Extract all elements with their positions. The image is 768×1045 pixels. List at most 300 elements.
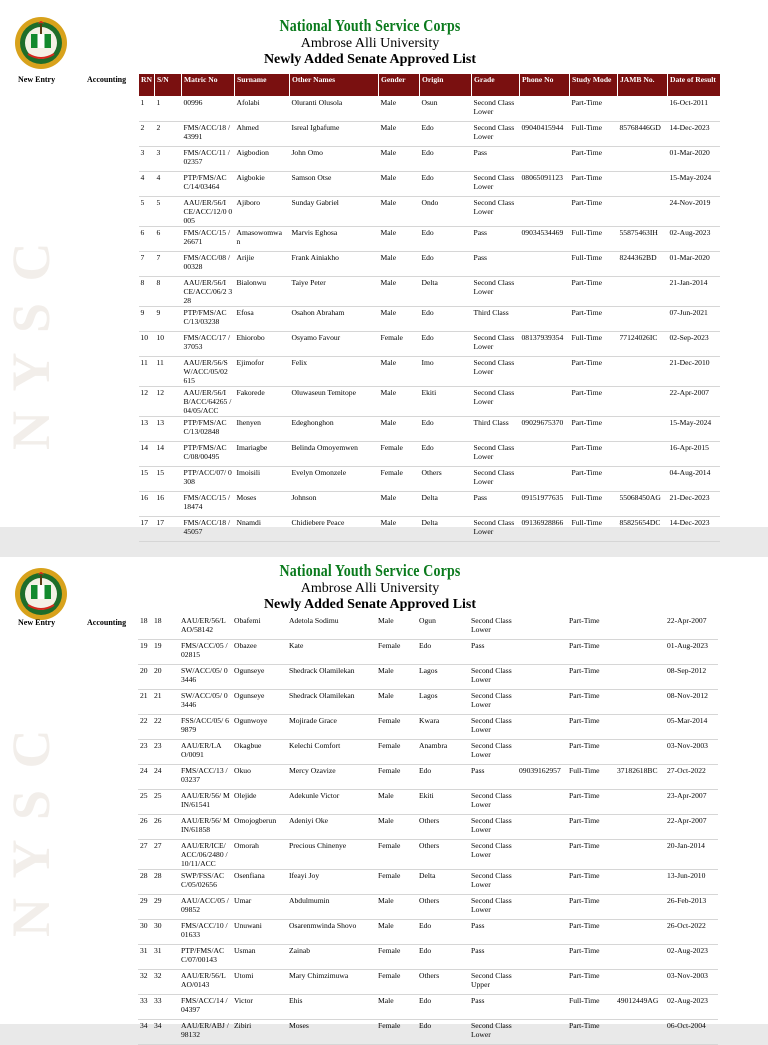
table-row bbox=[139, 417, 721, 442]
table-cell: Female bbox=[376, 970, 417, 995]
table-cell: 07-Jun-2021 bbox=[667, 307, 720, 332]
table-cell: 3 bbox=[139, 147, 155, 172]
table-cell: PTP/FMS/AC C/08/00495 bbox=[181, 442, 234, 467]
table-cell: Male bbox=[376, 790, 417, 815]
table-cell: 01-Mar-2020 bbox=[667, 147, 720, 172]
table-cell: 04-Aug-2014 bbox=[667, 467, 720, 492]
table-cell: 4 bbox=[139, 172, 155, 197]
table-cell: 20-Jan-2014 bbox=[665, 840, 718, 870]
table-row bbox=[138, 1020, 718, 1045]
table-cell: Afolabi bbox=[234, 97, 289, 122]
department-label: Accounting bbox=[87, 618, 127, 627]
table-cell bbox=[617, 197, 667, 227]
table-cell: Part-Time bbox=[569, 97, 617, 122]
table-cell: Full-Time bbox=[567, 995, 615, 1020]
table-cell: 4 bbox=[154, 172, 181, 197]
table-cell: Pass bbox=[469, 640, 517, 665]
table-cell bbox=[615, 1020, 665, 1045]
table-cell bbox=[517, 970, 567, 995]
table-cell: 24-Nov-2019 bbox=[667, 197, 720, 227]
table-cell: 49012449AG bbox=[615, 995, 665, 1020]
table-cell: 12 bbox=[154, 387, 181, 417]
table-cell: Part-Time bbox=[567, 1020, 615, 1045]
table-cell: 06-Oct-2004 bbox=[665, 1020, 718, 1045]
table-cell: Zainab bbox=[287, 945, 376, 970]
table-cell: Full-Time bbox=[569, 517, 617, 542]
watermark-text: N Y S C bbox=[1, 238, 61, 450]
table-cell: AAU/ER/56/I B/ACC/64265 /04/05/ACC bbox=[181, 387, 234, 417]
table-cell: Pass bbox=[471, 252, 519, 277]
table-cell: 02-Sep-2023 bbox=[667, 332, 720, 357]
table-cell bbox=[519, 307, 569, 332]
table-cell: Second Class Lower bbox=[469, 715, 517, 740]
table-cell: Male bbox=[376, 665, 417, 690]
table-row bbox=[138, 970, 718, 995]
table-cell: 14 bbox=[139, 442, 155, 467]
document-page-2 bbox=[0, 557, 768, 1039]
table-cell bbox=[615, 640, 665, 665]
table-row bbox=[138, 740, 718, 765]
table-cell: 32 bbox=[138, 970, 152, 995]
table-cell: 1 bbox=[139, 97, 155, 122]
table-cell: Male bbox=[376, 995, 417, 1020]
table-cell: FMS/ACC/08 /00328 bbox=[181, 252, 234, 277]
table-cell: Shedrack Olamilekan bbox=[287, 690, 376, 715]
table-cell: Bialonwu bbox=[234, 277, 289, 307]
table-cell: Male bbox=[378, 252, 419, 277]
table-cell: Arijie bbox=[234, 252, 289, 277]
table-cell: FMS/ACC/11 /02357 bbox=[181, 147, 234, 172]
column-header: Matric No bbox=[181, 74, 234, 97]
table-cell: FMS/ACC/18 /43991 bbox=[181, 122, 234, 147]
column-header: Other Names bbox=[289, 74, 378, 97]
table-cell: Edo bbox=[419, 307, 471, 332]
table-cell: Full-Time bbox=[567, 765, 615, 790]
table-cell: Male bbox=[378, 147, 419, 172]
table-cell bbox=[617, 357, 667, 387]
table-cell: 8 bbox=[139, 277, 155, 307]
table-cell bbox=[519, 147, 569, 172]
table-cell: AAU/ER/56/ MIN/61541 bbox=[179, 790, 232, 815]
table-cell: 09029675370 bbox=[519, 417, 569, 442]
table-cell: Samson Otse bbox=[289, 172, 378, 197]
table-row bbox=[138, 920, 718, 945]
table-cell: Second Class Lower bbox=[469, 895, 517, 920]
table-cell: Third Class bbox=[471, 417, 519, 442]
table-row bbox=[138, 715, 718, 740]
table-cell: 8244362BD bbox=[617, 252, 667, 277]
column-header: Date of Result bbox=[667, 74, 720, 97]
table-cell: Part-Time bbox=[569, 147, 617, 172]
table-cell bbox=[615, 715, 665, 740]
table-cell: Mercy Ozavize bbox=[287, 765, 376, 790]
table-cell: AAU/ER/56/I CE/ACC/06/2 328 bbox=[181, 277, 234, 307]
table-cell: 09034534469 bbox=[519, 227, 569, 252]
table-cell: Part-Time bbox=[567, 615, 615, 640]
table-row bbox=[139, 467, 721, 492]
table-cell: 03-Nov-2003 bbox=[665, 740, 718, 765]
table-cell: Male bbox=[376, 920, 417, 945]
table-cell: Edo bbox=[417, 920, 469, 945]
table-cell: Male bbox=[378, 197, 419, 227]
table-cell: Mary Chimzimuwa bbox=[287, 970, 376, 995]
table-cell: PTP/ACC/07/ 0308 bbox=[181, 467, 234, 492]
table-cell: 26-Feb-2013 bbox=[665, 895, 718, 920]
table-cell: 21 bbox=[138, 690, 152, 715]
table-cell: 26-Oct-2022 bbox=[665, 920, 718, 945]
table-cell bbox=[615, 870, 665, 895]
table-cell: Female bbox=[376, 945, 417, 970]
table-cell: Male bbox=[378, 357, 419, 387]
table-cell bbox=[519, 197, 569, 227]
column-header: RN bbox=[139, 74, 155, 97]
table-cell: Part-Time bbox=[567, 870, 615, 895]
table-cell: Second Class Lower bbox=[469, 840, 517, 870]
table-cell: 6 bbox=[139, 227, 155, 252]
table-cell: Usman bbox=[232, 945, 287, 970]
table-cell bbox=[517, 840, 567, 870]
table-cell: 24 bbox=[152, 765, 179, 790]
table-cell: Edo bbox=[419, 147, 471, 172]
table-cell: 20 bbox=[138, 665, 152, 690]
table-cell: Part-Time bbox=[567, 690, 615, 715]
table-cell bbox=[617, 442, 667, 467]
table-cell: Pass bbox=[469, 920, 517, 945]
table-cell: Part-Time bbox=[567, 945, 615, 970]
table-cell: Sunday Gabriel bbox=[289, 197, 378, 227]
table-cell: 55875463IH bbox=[617, 227, 667, 252]
table-cell: Omojogberun bbox=[232, 815, 287, 840]
table-cell: Male bbox=[378, 172, 419, 197]
table-cell bbox=[517, 815, 567, 840]
table-cell bbox=[519, 467, 569, 492]
table-cell: Delta bbox=[419, 277, 471, 307]
table-cell: Oluranti Olusola bbox=[289, 97, 378, 122]
table-cell: 14-Dec-2023 bbox=[667, 517, 720, 542]
table-cell: 14-Dec-2023 bbox=[667, 122, 720, 147]
page-header bbox=[0, 561, 740, 613]
table-cell: Part-Time bbox=[569, 357, 617, 387]
table-cell: 09039162957 bbox=[517, 765, 567, 790]
table-cell: Female bbox=[378, 442, 419, 467]
table-cell: 15 bbox=[139, 467, 155, 492]
table-cell: 08137939354 bbox=[519, 332, 569, 357]
column-header: JAMB No. bbox=[617, 74, 667, 97]
table-row bbox=[138, 945, 718, 970]
watermark-text: N Y S C bbox=[1, 725, 61, 937]
table-cell: Second Class Lower bbox=[471, 467, 519, 492]
table-cell bbox=[519, 252, 569, 277]
table-cell: Pass bbox=[471, 147, 519, 172]
table-cell: 16 bbox=[139, 492, 155, 517]
table-cell: Second Class Lower bbox=[469, 870, 517, 895]
table-cell bbox=[615, 815, 665, 840]
table-cell: Edo bbox=[419, 227, 471, 252]
table-cell bbox=[615, 740, 665, 765]
table-cell: Mojirade Grace bbox=[287, 715, 376, 740]
table-cell: Male bbox=[378, 277, 419, 307]
table-cell bbox=[615, 665, 665, 690]
table-cell: Efosa bbox=[234, 307, 289, 332]
table-cell: Anambra bbox=[417, 740, 469, 765]
table-cell: Others bbox=[417, 840, 469, 870]
table-cell: Edo bbox=[419, 442, 471, 467]
table-row bbox=[139, 492, 721, 517]
column-header: Phone No bbox=[519, 74, 569, 97]
table-cell: Second Class Lower bbox=[471, 357, 519, 387]
table-cell: 13-Jun-2010 bbox=[665, 870, 718, 895]
table-cell: AAU/ER/56/ MIN/61858 bbox=[179, 815, 232, 840]
table-cell: 16-Apr-2015 bbox=[667, 442, 720, 467]
table-row bbox=[139, 147, 721, 172]
table-cell: 20 bbox=[152, 665, 179, 690]
table-cell bbox=[517, 690, 567, 715]
table-cell: Okagbue bbox=[232, 740, 287, 765]
table-cell: 21 bbox=[152, 690, 179, 715]
table-cell: Female bbox=[378, 332, 419, 357]
table-cell: Second Class Upper bbox=[469, 970, 517, 995]
table-cell: Male bbox=[376, 815, 417, 840]
table-cell: Part-Time bbox=[567, 740, 615, 765]
table-cell: Abdulmumin bbox=[287, 895, 376, 920]
table-cell: Female bbox=[376, 870, 417, 895]
table-cell: Ehiorobo bbox=[234, 332, 289, 357]
table-cell: 02-Aug-2023 bbox=[665, 995, 718, 1020]
table-cell: 21-Jan-2014 bbox=[667, 277, 720, 307]
table-cell: Unuwani bbox=[232, 920, 287, 945]
table-cell: 6 bbox=[154, 227, 181, 252]
table-cell: Adetola Sodimu bbox=[287, 615, 376, 640]
table-row bbox=[139, 517, 721, 542]
list-title: Newly Added Senate Approved List bbox=[263, 52, 477, 67]
table-cell: 17 bbox=[139, 517, 155, 542]
table-cell: 2 bbox=[154, 122, 181, 147]
table-cell: 21-Dec-2010 bbox=[667, 357, 720, 387]
table-cell: Edeghonghon bbox=[289, 417, 378, 442]
table-cell: 08-Sep-2012 bbox=[665, 665, 718, 690]
table-cell bbox=[617, 147, 667, 172]
table-cell: 1 bbox=[154, 97, 181, 122]
table-cell: Others bbox=[417, 815, 469, 840]
table-cell: 3 bbox=[154, 147, 181, 172]
table-cell: 09040415944 bbox=[519, 122, 569, 147]
table-cell: Male bbox=[376, 615, 417, 640]
table-cell: Male bbox=[376, 690, 417, 715]
table-cell: 18 bbox=[138, 615, 152, 640]
table-cell: Nnamdi bbox=[234, 517, 289, 542]
table-cell: Edo bbox=[417, 995, 469, 1020]
table-cell bbox=[615, 945, 665, 970]
table-cell: Full-Time bbox=[569, 492, 617, 517]
table-cell: Delta bbox=[417, 870, 469, 895]
table-cell bbox=[517, 1020, 567, 1045]
table-cell: Part-Time bbox=[569, 442, 617, 467]
table-cell: Adeniyi Oke bbox=[287, 815, 376, 840]
table-cell: AAU/ER/56/L AO/0143 bbox=[179, 970, 232, 995]
table-cell: Oluwaseun Temitope bbox=[289, 387, 378, 417]
table-cell: Edo bbox=[417, 1020, 469, 1045]
table-cell: 26 bbox=[152, 815, 179, 840]
table-cell bbox=[517, 640, 567, 665]
table-cell: 13 bbox=[139, 417, 155, 442]
table-cell: 34 bbox=[152, 1020, 179, 1045]
table-cell: AAU/ER/ABJ /98132 bbox=[179, 1020, 232, 1045]
table-cell: Part-Time bbox=[569, 387, 617, 417]
table-row bbox=[139, 357, 721, 387]
table-cell: 85825654DC bbox=[617, 517, 667, 542]
table-cell: Pass bbox=[469, 995, 517, 1020]
table-cell bbox=[617, 277, 667, 307]
senate-list-table-page-1 bbox=[138, 73, 721, 542]
table-cell: Imoisili bbox=[234, 467, 289, 492]
table-cell: Part-Time bbox=[567, 840, 615, 870]
table-cell: 22-Apr-2007 bbox=[667, 387, 720, 417]
table-row bbox=[139, 172, 721, 197]
table-cell: Part-Time bbox=[567, 640, 615, 665]
table-cell: Others bbox=[417, 970, 469, 995]
table-cell: Delta bbox=[419, 517, 471, 542]
table-cell: Obafemi bbox=[232, 615, 287, 640]
table-cell: AAU/ER/ICE/ ACC/06/2480 /10/11/ACC bbox=[179, 840, 232, 870]
table-cell: Female bbox=[378, 467, 419, 492]
table-cell: 14 bbox=[154, 442, 181, 467]
table-cell: Felix bbox=[289, 357, 378, 387]
table-cell bbox=[617, 172, 667, 197]
table-cell: Male bbox=[378, 307, 419, 332]
table-cell: Pass bbox=[469, 945, 517, 970]
table-cell: Second Class Lower bbox=[471, 172, 519, 197]
table-header-row bbox=[139, 74, 721, 97]
table-cell: Second Class Lower bbox=[469, 815, 517, 840]
table-cell: 17 bbox=[154, 517, 181, 542]
table-cell: 55068450AG bbox=[617, 492, 667, 517]
table-cell: PTP/FMS/AC C/14/03464 bbox=[181, 172, 234, 197]
table-cell bbox=[615, 970, 665, 995]
table-cell: Second Class Lower bbox=[469, 690, 517, 715]
table-cell: 27 bbox=[152, 840, 179, 870]
table-cell: Edo bbox=[419, 172, 471, 197]
table-cell: Female bbox=[376, 640, 417, 665]
table-cell: 7 bbox=[154, 252, 181, 277]
table-cell: 2 bbox=[139, 122, 155, 147]
table-cell: 22 bbox=[152, 715, 179, 740]
table-cell: 19 bbox=[152, 640, 179, 665]
table-cell bbox=[519, 97, 569, 122]
table-cell: Ogunwoye bbox=[232, 715, 287, 740]
table-cell: 31 bbox=[152, 945, 179, 970]
table-cell: Male bbox=[378, 387, 419, 417]
table-cell: Female bbox=[376, 740, 417, 765]
table-cell: 9 bbox=[139, 307, 155, 332]
table-cell: PTP/FMS/AC C/07/00143 bbox=[179, 945, 232, 970]
table-cell: Second Class Lower bbox=[469, 740, 517, 765]
table-cell: Edo bbox=[417, 765, 469, 790]
table-cell: 9 bbox=[154, 307, 181, 332]
table-cell: Others bbox=[417, 895, 469, 920]
table-cell: SWP/FSS/AC C/05/02656 bbox=[179, 870, 232, 895]
table-cell bbox=[617, 97, 667, 122]
table-cell: Marvis Eghosa bbox=[289, 227, 378, 252]
table-cell: 15-May-2024 bbox=[667, 172, 720, 197]
table-cell: Precious Chinenye bbox=[287, 840, 376, 870]
table-cell: Taiye Peter bbox=[289, 277, 378, 307]
table-row bbox=[139, 307, 721, 332]
table-cell: Ekiti bbox=[419, 387, 471, 417]
table-cell: Frank Ainiakho bbox=[289, 252, 378, 277]
table-cell: Second Class Lower bbox=[469, 1020, 517, 1045]
table-cell: Male bbox=[378, 227, 419, 252]
department-label: Accounting bbox=[87, 75, 127, 84]
table-row bbox=[138, 840, 718, 870]
table-cell bbox=[519, 387, 569, 417]
table-cell: Pass bbox=[471, 227, 519, 252]
table-row bbox=[139, 332, 721, 357]
table-cell: 37182618BC bbox=[615, 765, 665, 790]
table-cell bbox=[615, 840, 665, 870]
table-cell: Fakorede bbox=[234, 387, 289, 417]
table-row bbox=[138, 690, 718, 715]
table-cell: 28 bbox=[152, 870, 179, 895]
table-cell bbox=[517, 920, 567, 945]
table-cell: 00996 bbox=[181, 97, 234, 122]
table-row bbox=[138, 665, 718, 690]
table-cell: Utomi bbox=[232, 970, 287, 995]
table-cell: 02-Aug-2023 bbox=[665, 945, 718, 970]
table-row bbox=[138, 640, 718, 665]
column-header: Origin bbox=[419, 74, 471, 97]
table-cell: Moses bbox=[234, 492, 289, 517]
table-row bbox=[138, 995, 718, 1020]
table-row bbox=[139, 442, 721, 467]
table-cell: 10 bbox=[154, 332, 181, 357]
table-cell: Edo bbox=[417, 640, 469, 665]
table-cell: Ogunseye bbox=[232, 690, 287, 715]
table-cell: 30 bbox=[138, 920, 152, 945]
table-cell: 33 bbox=[138, 995, 152, 1020]
table-cell: Full-Time bbox=[569, 252, 617, 277]
table-cell: 21-Dec-2023 bbox=[667, 492, 720, 517]
table-cell: 29 bbox=[138, 895, 152, 920]
table-cell: PTP/FMS/AC C/13/03238 bbox=[181, 307, 234, 332]
table-cell bbox=[615, 690, 665, 715]
table-cell bbox=[617, 467, 667, 492]
table-cell: 32 bbox=[152, 970, 179, 995]
table-cell: Okuo bbox=[232, 765, 287, 790]
table-cell: 7 bbox=[139, 252, 155, 277]
table-cell: SW/ACC/05/ 03446 bbox=[179, 690, 232, 715]
table-cell bbox=[519, 357, 569, 387]
table-cell: Olejide bbox=[232, 790, 287, 815]
table-cell: Part-Time bbox=[567, 715, 615, 740]
table-row bbox=[138, 870, 718, 895]
table-cell: John Omo bbox=[289, 147, 378, 172]
table-cell bbox=[617, 417, 667, 442]
table-cell: Second Class Lower bbox=[471, 277, 519, 307]
org-title: National Youth Service Corps bbox=[279, 561, 461, 580]
table-cell bbox=[517, 895, 567, 920]
table-cell: AAU/ACC/05 /09852 bbox=[179, 895, 232, 920]
table-cell bbox=[517, 790, 567, 815]
table-row bbox=[138, 765, 718, 790]
table-cell: Part-Time bbox=[569, 417, 617, 442]
table-cell: Kate bbox=[287, 640, 376, 665]
table-cell: 26 bbox=[138, 815, 152, 840]
table-cell: Lagos bbox=[417, 665, 469, 690]
table-cell: 11 bbox=[154, 357, 181, 387]
column-header: Grade bbox=[471, 74, 519, 97]
table-row bbox=[138, 895, 718, 920]
table-cell: Male bbox=[378, 417, 419, 442]
